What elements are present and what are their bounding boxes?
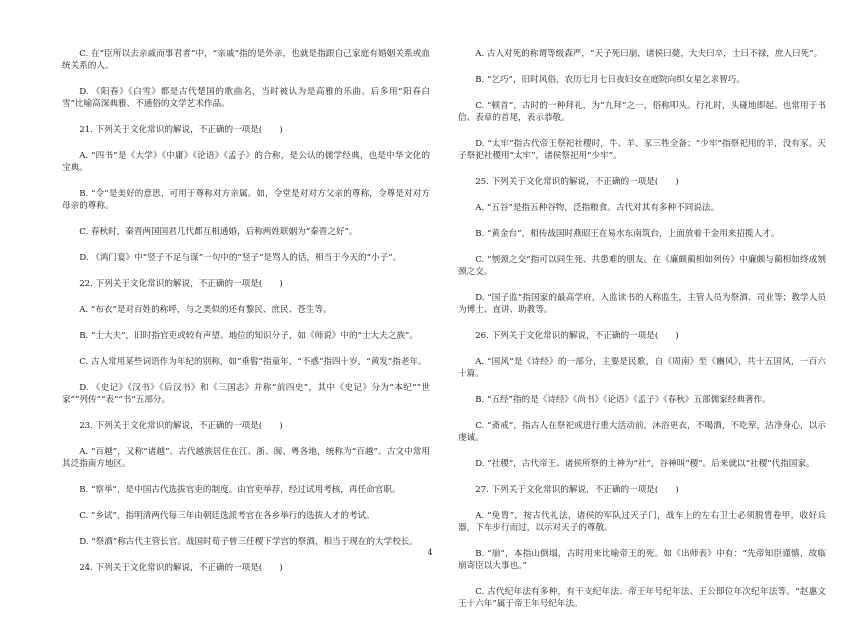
- option: A. “国风”是《诗经》的一部分，主要是民歌，自《周南》至《豳风》，共十五国风，一百六十篇。: [458, 357, 826, 379]
- option: B. “崩”，本指山倒塌，古时用来比喻帝王的死。如《出师表》中有：“先帝知臣谨慎，故临崩寄臣以大事也。”: [458, 549, 826, 571]
- option: C. 春秋时，秦晋两国国君几代都互相通婚，后称两姓联姻为“秦晋之好”。: [79, 227, 358, 237]
- option: B. “士大夫”，旧时指官吏或较有声望、地位的知识分子，如《师说》中的“士大夫之族”。: [79, 331, 418, 341]
- paragraph: D. 《阳春》《白雪》都是古代楚国的歌曲名，当时被认为是高雅的乐曲。后多用“阳春白雪”比喻高深典雅、不通俗的文学艺术作品。: [62, 87, 430, 109]
- page-number: 4: [427, 548, 433, 557]
- right-column: [458, 48, 826, 624]
- question-stem: 25. 下列关于文化常识的解说，不正确的一项是( ): [475, 177, 679, 187]
- option: B. “五经”指的是《诗经》《尚书》《论语》《孟子》《春秋》五部儒家经典著作。: [475, 395, 771, 405]
- option: C. “乡试”，指明清两代每三年由朝廷选派考官在各乡举行的选拔人才的考试。: [79, 511, 375, 521]
- question-stem: 21. 下列关于文化常识的解说，不正确的一项是( ): [79, 125, 283, 135]
- option: C. “顿首”，古时的一种拜礼，为“九拜”之一，俗称叩头。行礼时，头碰地即起。也常用于书信、表章的首尾，表示恭敬。: [458, 101, 826, 123]
- option: B. “令”是美好的意思，可用于尊称对方亲属。如，令堂是对对方父亲的尊称，令尊是对对方母亲的尊称。: [62, 189, 430, 211]
- option: A. “布衣”是对百姓的称呼，与之类似的还有黎民、庶民、苍生等。: [79, 305, 332, 315]
- option: D. “国子监”指国家的最高学府，入监读书的人称监生，主管人员为祭酒、司业等；教学人员为博士、直讲、助教等。: [458, 293, 826, 315]
- question-stem: 26. 下列关于文化常识的解说，不正确的一项是( ): [475, 331, 679, 341]
- left-column: [62, 48, 430, 588]
- question-stem: 23. 下列关于文化常识的解说，不正确的一项是( ): [79, 421, 283, 431]
- question-stem: 24. 下列关于文化常识的解说，不正确的一项是( ): [79, 563, 283, 573]
- option: A. 古人对死的称谓等级森严，“天子死曰崩，诸侯曰薨，大夫曰卒，士曰不禄，庶人曰死”。: [475, 49, 823, 59]
- paragraph: C. 在“臣所以去亲戚而事君者”中，“亲戚”指的是外亲，也就是指跟自己家庭有婚姻关系或血统关系的人。: [62, 49, 430, 71]
- option: B. “乞巧”，旧时风俗，农历七月七日夜妇女在庭院向织女星乞求智巧。: [475, 75, 745, 85]
- option: D. “祭酒”称古代主管长官。战国时荀子曾三任稷下学宫的祭酒，相当于现在的大学校长。: [79, 537, 418, 547]
- question-stem: 22. 下列关于文化常识的解说，不正确的一项是( ): [79, 279, 283, 289]
- option: D. “社稷”，古代帝王、诸侯所祭的土神为“社”，谷神叫“稷”。后来就以“社稷”代指国家。: [475, 459, 815, 469]
- option: B. “黄金台”，相传战国时燕昭王在易水东南筑台，上面放着千金用来招揽人才。: [475, 229, 780, 239]
- option: C. “斋戒”，指古人在祭祀或进行重大活动前，沐浴更衣，不喝酒，不吃荤，洁净身心，以示虔诚。: [458, 421, 826, 443]
- option: D. 《史记》《汉书》《后汉书》和《三国志》并称“前四史”，其中《史记》分为“本纪”“世家”“列传”“表”“书”五部分。: [62, 383, 430, 405]
- question-stem: 27. 下列关于文化常识的解说，不正确的一项是( ): [475, 485, 679, 495]
- option: C. 古代纪年法有多种，有干支纪年法、帝王年号纪年法、王公即位年次纪年法等。“赵惠文王十六年”属于帝王年号纪年法。: [458, 587, 826, 609]
- option: A. “四书”是《大学》《中庸》《论语》《孟子》的合称，是公认的儒学经典，也是中华文化的宝典。: [62, 151, 430, 173]
- option: B. “察举”，是中国古代选拔官吏的制度。由官吏举荐，经过试用考核，再任命官职。: [79, 485, 401, 495]
- option: A. “五谷”是指五种谷物，泛指粮食。古代对其有多种不同说法。: [475, 203, 720, 213]
- option: A. “百越”，又称“诸越”。古代越族居住在江、浙、闽、粤各地，统称为“百越”。古文中常用其泛指南方地区。: [62, 447, 430, 469]
- option: A. “免胄”，按古代礼法，诸侯的军队过天子门，战车上的左右卫士必须脱胄卷甲，收好兵器，下车步行而过，以示对天子的尊敬。: [458, 511, 826, 533]
- option: C. “刎颈之交”指可以同生死、共患难的朋友。在《廉颇蔺相如列传》中廉颇与蔺相如终成刎颈之交。: [458, 255, 826, 277]
- option: C. 古人常用某些词语作为年纪的别称，如“垂髫”指童年，“不惑”指四十岁，“黄发”指老年。: [79, 357, 427, 367]
- option: D. 《鸿门宴》中“竖子不足与谋”一句中的“竖子”是骂人的话，相当于今天的“小子”。: [79, 253, 402, 263]
- option: D. “太牢”指古代帝王祭祀社稷时，牛、羊、豕三牲全备；“少牢”指祭祀用的羊，没有豕。天子祭祀社稷用“太牢”，诸侯祭祀用“少牢”。: [458, 139, 826, 161]
